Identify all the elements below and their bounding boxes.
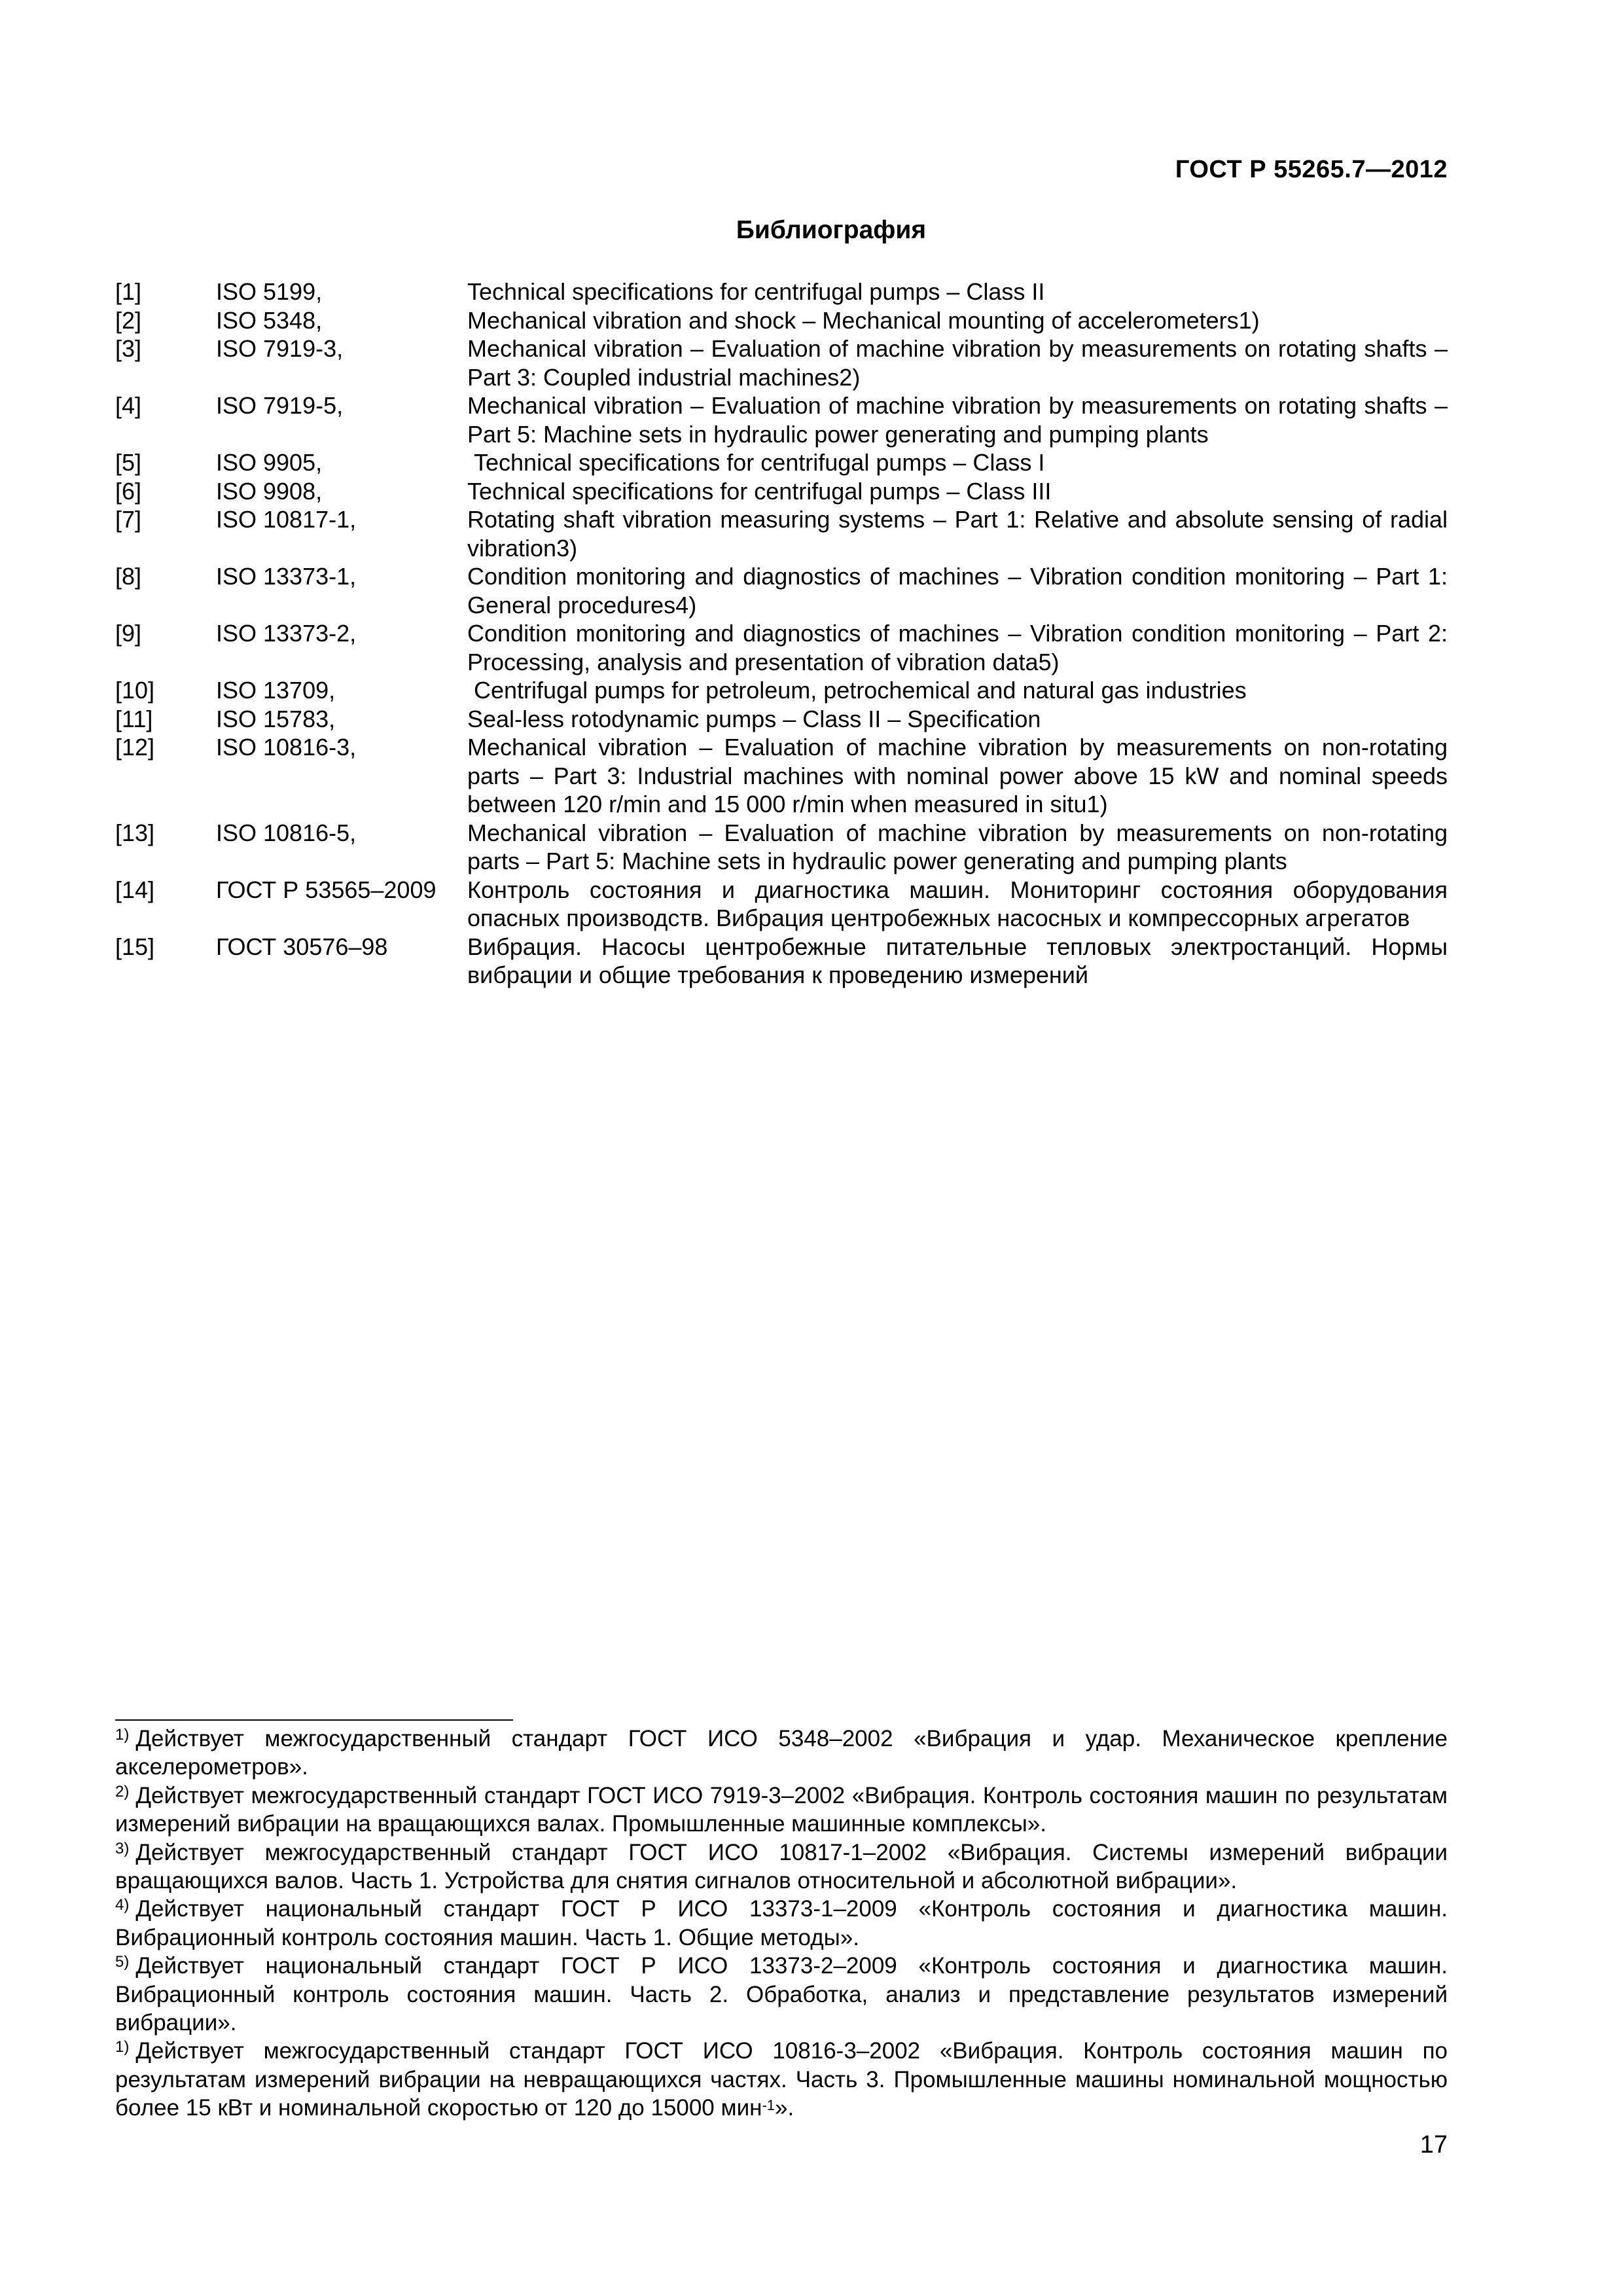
entry-title: Вибрация. Насосы центробежные питательные тепловых электростанций. Нормы вибрации и общие требования к проведению измерений <box>467 933 1455 988</box>
entry-title: Mechanical vibration and shock – Mechanical mounting of accelerometers1) <box>467 306 1260 334</box>
entry-standard-code: ISO 13373-1, <box>216 563 357 590</box>
entry-number: [2] <box>115 306 142 334</box>
footnote-mark: 5) <box>115 1953 130 1971</box>
entry-number: [5] <box>115 449 142 476</box>
entry-standard-code: ISO 5199, <box>216 278 323 305</box>
entry-standard-code: ISO 15783, <box>216 705 336 732</box>
footnote-text: Действует межгосударственный стандарт ГОСТ ИСО 5348–2002 «Вибрация и удар. Механическое крепление акселерометров». <box>115 1726 1448 1780</box>
entry-standard-code: ISO 13373-2, <box>216 620 357 647</box>
entry-standard-code: ГОСТ 30576–98 <box>216 933 388 960</box>
bibliography-entry <box>115 562 1455 619</box>
footnote-text: Действует межгосударственный стандарт ГОСТ ИСО 10816-3–2002 «Вибрация. Контроль состояния машин по результатам измерений вибрации на невращающихся частях. Часть 3. Промышленные машины номинальной мощностью более 15 кВт и номинальной скоростью от 120 до 15000 мин <box>115 2038 1448 2121</box>
entry-number: [7] <box>115 506 142 533</box>
entry-standard-code: ISO 7919-5, <box>216 392 344 419</box>
entry-title: Mechanical vibration – Evaluation of machine vibration by measurements on rotating shafts – Part 3: Coupled industrial machines2) <box>467 335 1455 391</box>
bibliography-entry <box>115 819 1455 876</box>
entry-number: [13] <box>115 819 155 846</box>
bibliography-entry <box>115 876 1455 933</box>
page-title: Библиография <box>736 216 927 244</box>
footnote <box>115 1952 1448 2037</box>
entry-title: Seal-less rotodynamic pumps – Class II – Specification <box>467 705 1041 732</box>
bibliography-entry <box>115 306 1448 335</box>
footnote-mark: 4) <box>115 1896 130 1914</box>
bibliography-entry <box>115 733 1455 819</box>
footnote-superscript: -1 <box>762 2097 776 2114</box>
entry-title: Condition monitoring and diagnostics of machines – Vibration condition monitoring – Part 2: Processing, analysis and presentation of vibration data5) <box>467 620 1455 675</box>
footnote-text: Действует межгосударственный стандарт ГОСТ ИСО 10817-1–2002 «Вибрация. Системы измерений вибрации вращающихся валов. Часть 1. Устройства для снятия сигналов относительной и абсолютной вибрации». <box>115 1839 1448 1894</box>
document-code: ГОСТ Р 55265.7—2012 <box>1175 156 1448 183</box>
entry-title: Technical specifications for centrifugal pumps – Class II <box>467 278 1045 305</box>
entry-standard-code: ISO 13709, <box>216 677 336 704</box>
entry-number: [10] <box>115 677 155 704</box>
entry-title: Technical specifications for centrifugal pumps – Class I <box>467 449 1045 476</box>
bibliography-entry <box>115 505 1455 562</box>
entry-number: [12] <box>115 734 155 761</box>
entry-standard-code: ISO 9908, <box>216 477 323 505</box>
entry-title: Condition monitoring and diagnostics of machines – Vibration condition monitoring – Part 1: General procedures4) <box>467 563 1455 619</box>
bibliography-entry <box>115 705 1448 734</box>
footnote-tail: ». <box>775 2095 794 2121</box>
footnote-text: Действует межгосударственный стандарт ГОСТ ИСО 7919-3–2002 «Вибрация. Контроль состояния машин по результатам измерений вибрации на вращающихся валах. Промышленные машинные комплексы». <box>115 1782 1448 1837</box>
footnote-mark: 1) <box>115 1726 130 1744</box>
footnote-mark: 2) <box>115 1782 130 1801</box>
entry-number: [6] <box>115 477 142 505</box>
entry-standard-code: ISO 5348, <box>216 306 323 334</box>
entry-title: Mechanical vibration – Evaluation of machine vibration by measurements on non-rotating parts – Part 3: Industrial machines with nominal power above 15 kW and nominal speeds between 120 r/min and 15 000 r/min when measured in situ1) <box>467 734 1455 817</box>
footnotes <box>115 1725 1448 2123</box>
entry-title: Контроль состояния и диагностика машин. Мониторинг состояния оборудования опасных производств. Вибрация центробежных насосных и компрессорных агрегатов <box>467 876 1455 931</box>
entry-number: [8] <box>115 563 142 590</box>
footnote <box>115 2037 1448 2122</box>
bibliography-entry <box>115 933 1455 990</box>
entry-title: Technical specifications for centrifugal pumps – Class III <box>467 477 1052 505</box>
bibliography-entry <box>115 477 1448 506</box>
entry-number: [14] <box>115 876 155 903</box>
page-number: 17 <box>1419 2131 1448 2159</box>
footnote-text: Действует национальный стандарт ГОСТ Р ИСО 13373-2–2009 «Контроль состояния и диагностика машин. Вибрационный контроль состояния машин. Часть 2. Обработка, анализ и представление результатов измерений вибрации». <box>115 1953 1448 2036</box>
entry-title: Rotating shaft vibration measuring systems – Part 1: Relative and absolute sensing of radial vibration3) <box>467 506 1455 562</box>
entry-title: Mechanical vibration – Evaluation of machine vibration by measurements on non-rotating parts – Part 5: Machine sets in hydraulic power generating and pumping plants <box>467 819 1455 874</box>
footnote-mark: 1) <box>115 2038 130 2056</box>
entry-number: [3] <box>115 335 142 362</box>
entry-standard-code: ГОСТ Р 53565–2009 <box>216 876 437 903</box>
footnote <box>115 1782 1448 1839</box>
bibliography-list <box>115 278 1455 990</box>
footnote <box>115 1895 1448 1952</box>
entry-standard-code: ISO 10817-1, <box>216 506 357 533</box>
entry-number: [15] <box>115 933 155 960</box>
bibliography-entry <box>115 334 1455 391</box>
footnote <box>115 1725 1448 1782</box>
footnote-separator <box>115 1719 513 1721</box>
entry-standard-code: ISO 10816-3, <box>216 734 357 761</box>
entry-standard-code: ISO 9905, <box>216 449 323 476</box>
bibliography-entry <box>115 448 1448 477</box>
bibliography-entry <box>115 619 1455 676</box>
entry-number: [11] <box>115 705 153 732</box>
bibliography-entry <box>115 676 1448 705</box>
entry-standard-code: ISO 7919-3, <box>216 335 344 362</box>
entry-title: Mechanical vibration – Evaluation of machine vibration by measurements on rotating shafts – Part 5: Machine sets in hydraulic power generating and pumping plants <box>467 392 1455 448</box>
bibliography-entry <box>115 278 1448 306</box>
bibliography-entry <box>115 391 1455 448</box>
footnote <box>115 1839 1448 1895</box>
entry-number: [1] <box>115 278 142 305</box>
footnote-mark: 3) <box>115 1839 130 1857</box>
entry-number: [4] <box>115 392 142 419</box>
footnote-text: Действует национальный стандарт ГОСТ Р ИСО 13373-1–2009 «Контроль состояния и диагностика машин. Вибрационный контроль состояния машин. Часть 1. Общие методы». <box>115 1896 1448 1950</box>
entry-title: Centrifugal pumps for petroleum, petrochemical and natural gas industries <box>467 677 1247 704</box>
entry-standard-code: ISO 10816-5, <box>216 819 357 846</box>
entry-number: [9] <box>115 620 142 647</box>
